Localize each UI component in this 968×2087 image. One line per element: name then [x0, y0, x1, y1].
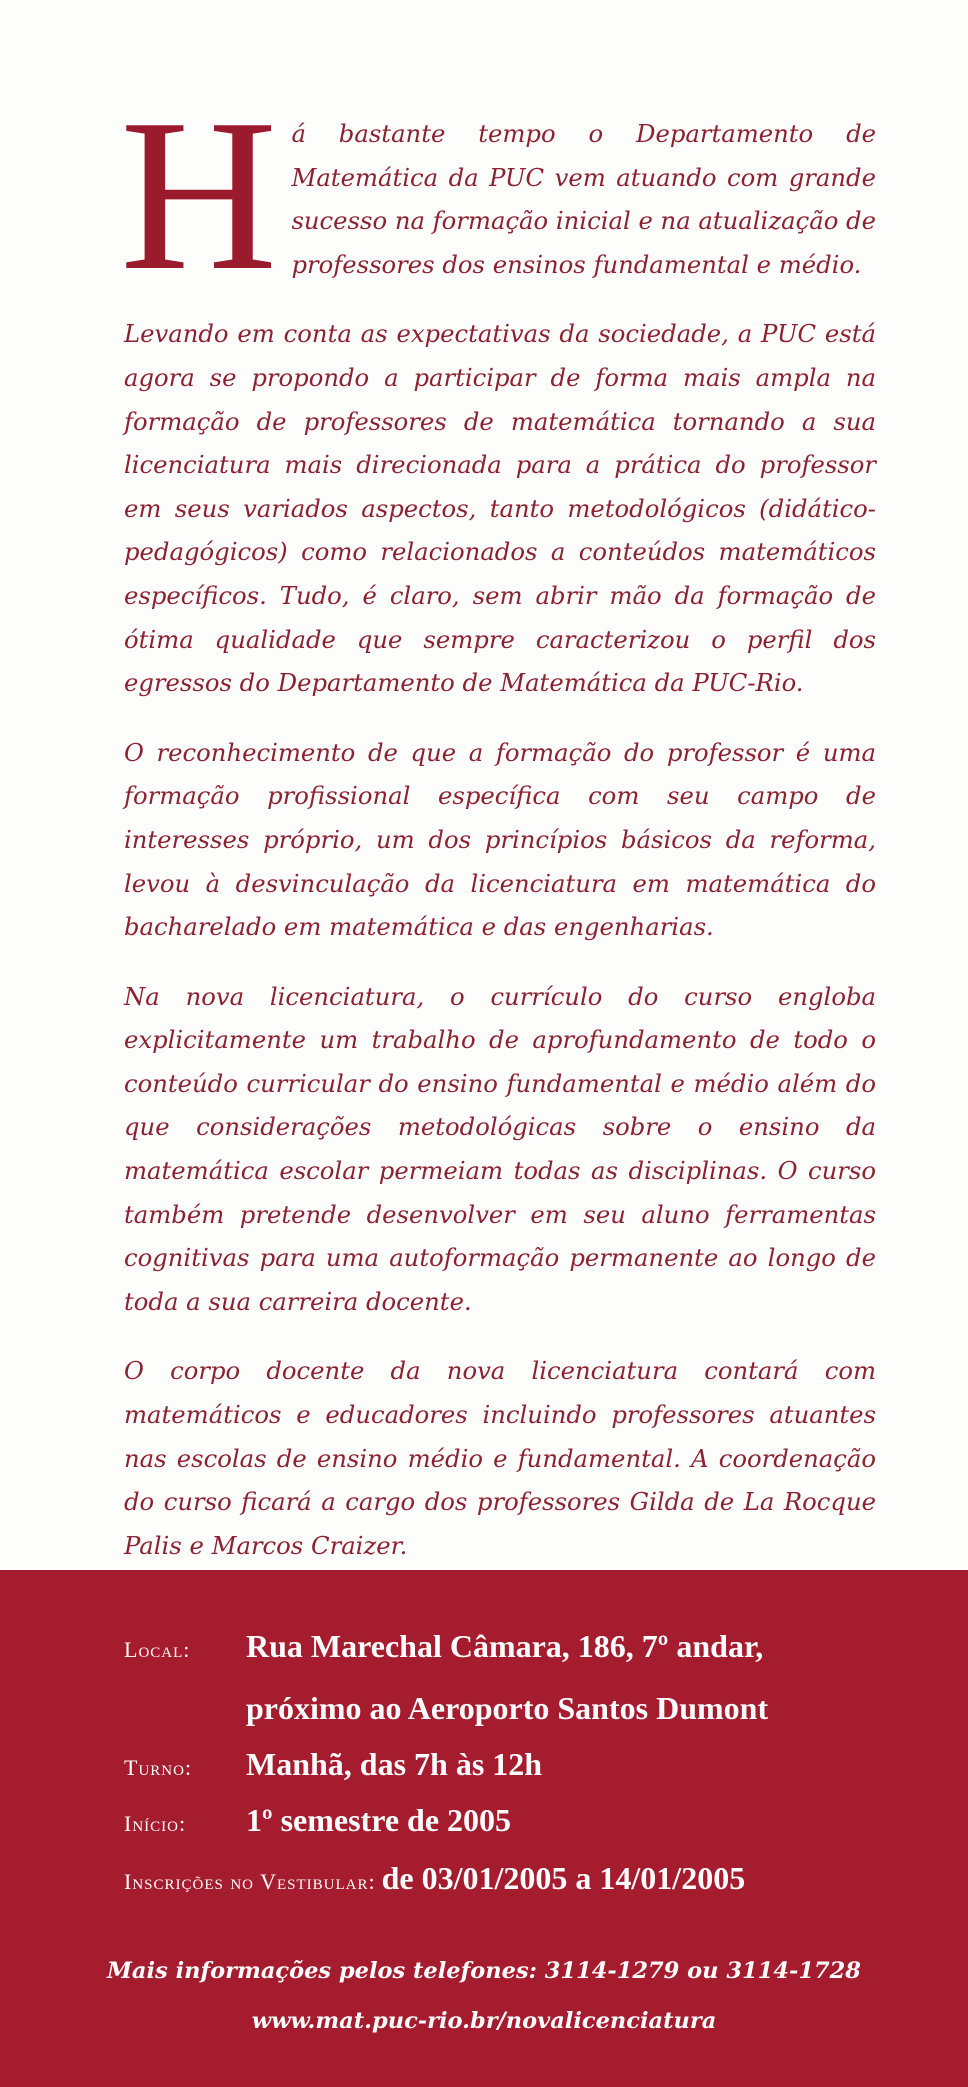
turno-label: Turno: [124, 1755, 193, 1780]
inscricoes-row [124, 1860, 745, 1897]
turno-value: Manhã, das 7h às 12h [246, 1746, 543, 1782]
paragraph-curriculum: Na nova licenciatura, o currículo do curso engloba explicitamente um trabalho de aprofundamento de todo o conteúdo curricular do ensino fundamental e médio além do que considerações metodológicas sobre o ensino da matemática escolar permeiam todas as disciplinas. O curso também pretende desenvolver em seu aluno ferramentas cognitivas para uma autoformação permanente ao longo de toda a sua carreira docente. [124, 981, 876, 1316]
turno-row [124, 1746, 542, 1783]
inicio-row [124, 1802, 511, 1839]
paragraph-expectations: Levando em conta as expectativas da sociedade, a PUC está agora se propondo a participar de forma mais ampla na formação de professores de matemática tornando a sua licenciatura mais direcionada para a prática do professor em seus variados aspectos, tanto metodológicos (didático-pedagógicos) como relacionados a conteúdos matemáticos específicos. Tudo, é claro, sem abrir mão da formação de ótima qualidade que sempre caracterizou o perfil dos egressos do Departamento de Matemática da PUC-Rio. [124, 319, 876, 698]
inicio-value: 1º semestre de 2005 [246, 1802, 512, 1838]
info-footer [0, 1570, 968, 2087]
drop-cap: H [120, 75, 278, 316]
inscricoes-value: de 03/01/2005 a 14/01/2005 [381, 1860, 746, 1896]
local-row-2 [124, 1690, 768, 1727]
local-row [124, 1628, 763, 1665]
contact-url[interactable]: www.mat.puc-rio.br/novalicenciatura [251, 2008, 717, 2034]
intro-text: á bastante tempo o Departamento de Matemática da PUC vem atuando com grande sucesso na formação inicial e na atualização de professores dos ensinos fundamental e médio. [291, 119, 876, 279]
local-address-line2: próximo ao Aeroporto Santos Dumont [246, 1690, 769, 1726]
body-text [120, 75, 876, 1593]
paragraph-faculty: O corpo docente da nova licenciatura contará com matemáticos e educadores incluindo professores atuantes nas escolas de ensino médio e fundamental. A coordenação do curso ficará a cargo dos professores Gilda de La Rocque Palis e Marcos Craizer. [124, 1356, 876, 1560]
inicio-label: Início: [124, 1811, 187, 1836]
inscricoes-label: Inscrições no Vestibular: [124, 1869, 376, 1894]
contact-phones: Mais informações pelos telefones: 3114-1279 ou 3114-1728 [107, 1958, 861, 1984]
local-label: Local: [124, 1637, 191, 1662]
paragraph-professional-formation: O reconhecimento de que a formação do professor é uma formação profissional específica com seu campo de interesses próprio, um dos princípios básicos da reforma, levou à desvinculação da licenciatura em matemática do bacharelado em matemática e das engenharias. [124, 737, 876, 942]
intro-paragraph [120, 75, 876, 316]
local-address-line1: Rua Marechal Câmara, 186, 7º andar, [246, 1628, 764, 1664]
